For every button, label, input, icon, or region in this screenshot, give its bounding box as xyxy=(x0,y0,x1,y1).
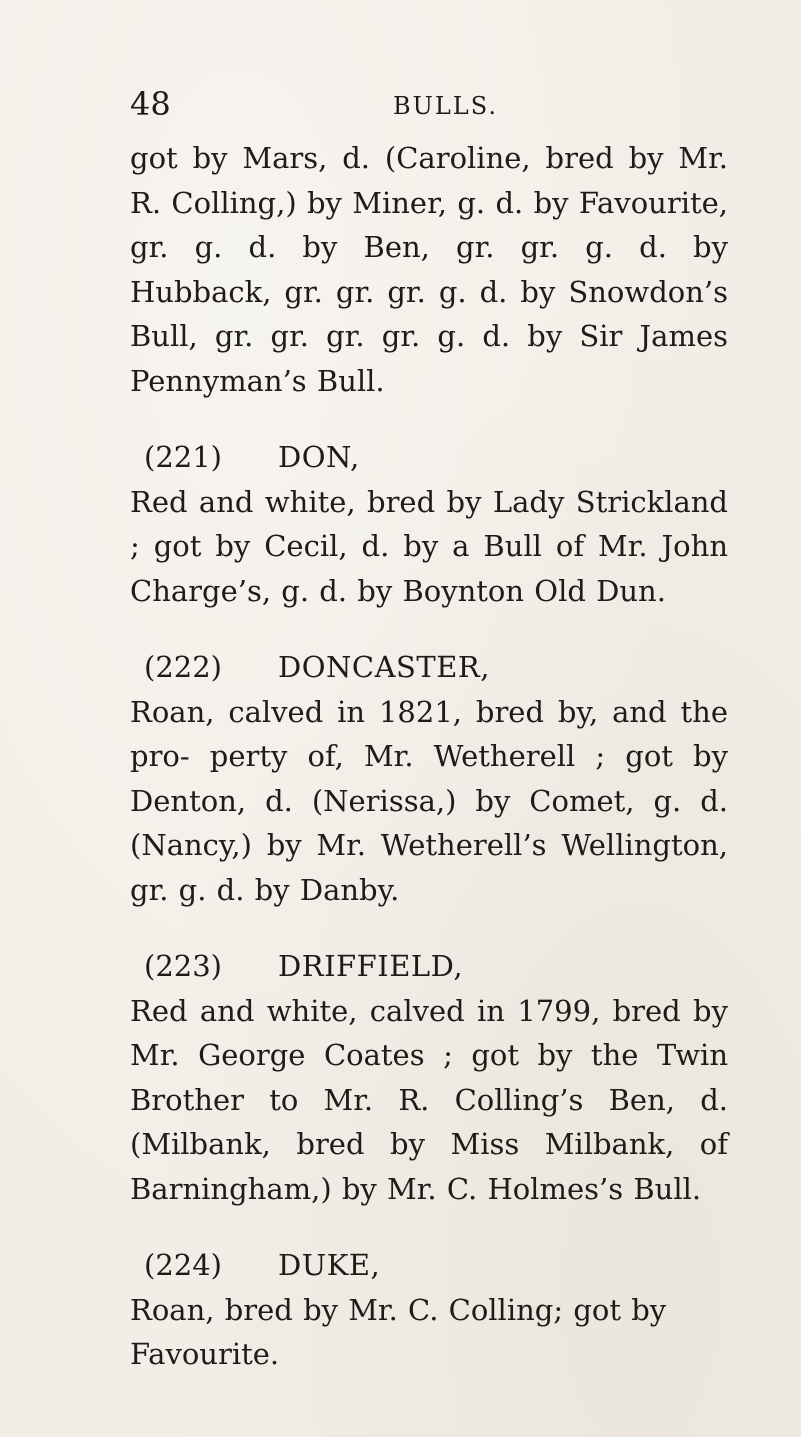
entry-name: DUKE, xyxy=(278,1248,381,1282)
entry-224 xyxy=(130,1243,728,1377)
continued-paragraph: got by Mars, d. (Caroline, bred by Mr. R. Colling,) by Miner, g. d. by Favourite, gr. g. d. by Ben, gr. gr. g. d. by Hubback, gr. gr. gr. g. d. by Snowdon’s Bull, gr. gr. gr. gr. g. d. by Sir James Pennyman’s Bull. xyxy=(130,141,728,398)
entry-description: Roan, calved in 1821, bred by, and the pro- perty of, Mr. Wetherell ; got by Denton, d. (Nerissa,) by Comet, g. d. (Nancy,) by Mr. Wetherell’s Wellington, gr. g. d. by Danby. xyxy=(130,694,728,907)
entry-heading xyxy=(130,944,728,989)
entry-222 xyxy=(130,645,728,912)
entry-223 xyxy=(130,944,728,1211)
entry-name: DONCASTER, xyxy=(278,650,490,684)
entry-heading xyxy=(130,1243,728,1288)
page-number: 48 xyxy=(130,85,171,123)
body-text xyxy=(130,136,728,1377)
running-head xyxy=(130,84,671,124)
entry-number: (221) xyxy=(144,440,222,474)
entry-221 xyxy=(130,435,728,613)
page-title: BULLS. xyxy=(393,92,498,120)
entry-number: (222) xyxy=(144,650,222,684)
entry-name: DRIFFIELD, xyxy=(278,949,464,983)
entry-name: DON, xyxy=(278,440,360,474)
entry-heading xyxy=(130,435,728,480)
entry-description: Roan, bred by Mr. C. Colling; got by Favourite. xyxy=(130,1292,667,1371)
entry-number: (224) xyxy=(144,1248,222,1282)
entry-number: (223) xyxy=(144,949,222,983)
entry-description: Red and white, calved in 1799, bred by Mr. George Coates ; got by the Twin Brother to Mr. R. Colling’s Ben, d. (Milbank, bred by Miss Milbank, of Barningham,) by Mr. C. Holmes’s Bull. xyxy=(130,993,728,1206)
entry-heading xyxy=(130,645,728,690)
entry-description: Red and white, bred by Lady Strickland ; got by Cecil, d. by a Bull of Mr. John Charge’s, g. d. by Boynton Old Dun. xyxy=(130,484,728,608)
